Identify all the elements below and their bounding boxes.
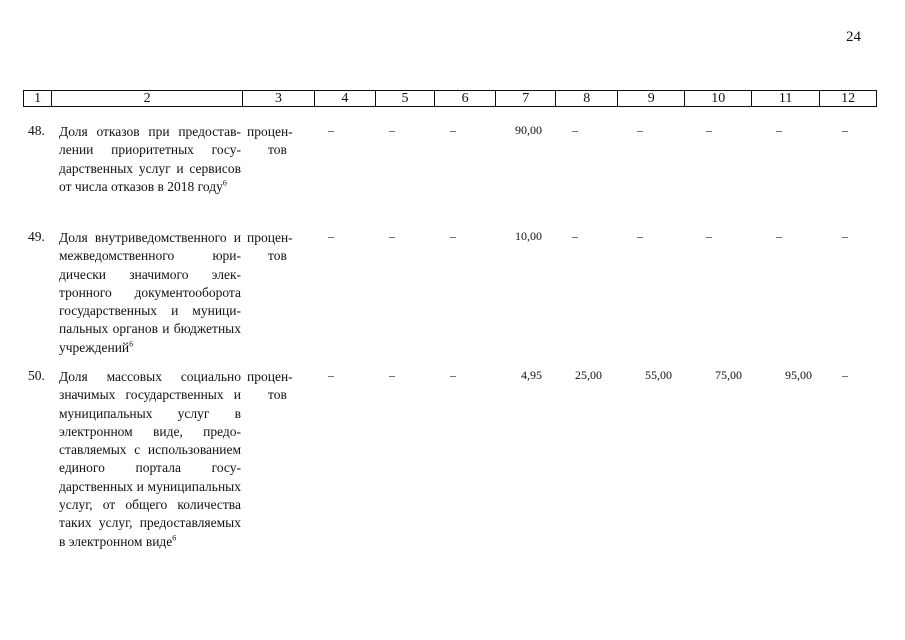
value-col-5: –	[389, 123, 395, 137]
unit-line: процен-	[247, 124, 293, 139]
unit-line: процен-	[247, 369, 293, 384]
value-col-4: –	[328, 368, 334, 382]
value-col-9: –	[637, 229, 643, 243]
column-header-8: 8	[556, 91, 618, 106]
value-col-8: 25,00	[575, 368, 602, 382]
row-number: 49.	[28, 229, 45, 244]
value-col-9: 55,00	[645, 368, 672, 382]
unit-cell	[247, 368, 305, 403]
column-header-2: 2	[52, 91, 243, 106]
column-header-row	[23, 90, 877, 107]
column-header-7: 7	[496, 91, 557, 106]
value-col-7: 10,00	[515, 229, 542, 243]
value-col-10: 75,00	[715, 368, 742, 382]
value-col-5: –	[389, 368, 395, 382]
column-header-10: 10	[685, 91, 751, 106]
unit-line: тов	[268, 247, 287, 263]
column-header-11: 11	[752, 91, 820, 106]
value-col-4: –	[328, 229, 334, 243]
column-header-9: 9	[618, 91, 685, 106]
value-col-4: –	[328, 123, 334, 137]
value-col-11: –	[776, 229, 782, 243]
value-col-10: –	[706, 123, 712, 137]
indicator-name: Доля внутриведомственного и межведомственного юридически значимого электронного документооборота государственных и муниципальных органов и бюджетных учреждений$^6$	[59, 230, 241, 355]
column-header-6: 6	[435, 91, 496, 106]
unit-cell	[247, 123, 305, 158]
column-header-4: 4	[315, 91, 376, 106]
unit-line: процен-	[247, 230, 293, 245]
column-header-12: 12	[841, 91, 856, 106]
value-col-8: –	[572, 229, 578, 243]
value-col-6: –	[450, 123, 456, 137]
row-number: 48.	[28, 123, 45, 138]
unit-cell	[247, 229, 305, 264]
indicator-name: Доля отказов при предоставлении приоритетных государственных услуг и сервисов от числа отказов в 2018 году$^6$	[59, 124, 241, 194]
value-col-11: –	[776, 123, 782, 137]
value-col-12: –	[842, 368, 848, 382]
value-col-10: –	[706, 229, 712, 243]
footnote-mark: 6	[222, 178, 227, 188]
value-col-6: –	[450, 368, 456, 382]
column-header-1: 1	[24, 91, 52, 106]
value-col-12: –	[842, 229, 848, 243]
value-col-7: 90,00	[515, 123, 542, 137]
unit-line: тов	[268, 386, 287, 402]
value-col-9: –	[637, 123, 643, 137]
value-col-11: 95,00	[785, 368, 812, 382]
value-col-12: –	[842, 123, 848, 137]
value-col-6: –	[450, 229, 456, 243]
page-number: 24	[846, 29, 861, 45]
indicator-name: Доля массовых социально значимых государственных и муниципальных услуг в электронном виде, предоставляемых с использованием единого портала государственных и муниципальных услуг, от общего количества таких услуг, предоставляемых в электронном виде$^6$	[59, 369, 241, 549]
footnote-mark: 6	[129, 339, 134, 349]
row-number: 50.	[28, 368, 45, 383]
value-col-5: –	[389, 229, 395, 243]
value-col-8: –	[572, 123, 578, 137]
column-header-5: 5	[376, 91, 436, 106]
unit-line: тов	[268, 141, 287, 157]
footnote-mark: 6	[172, 533, 177, 543]
column-header-3: 3	[243, 91, 315, 106]
value-col-7: 4,95	[521, 368, 542, 382]
